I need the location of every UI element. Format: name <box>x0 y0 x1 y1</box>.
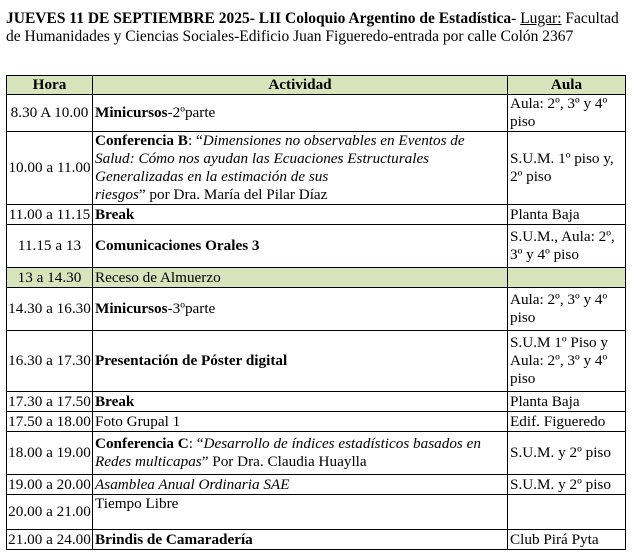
cell-hora: 11.00 a 11.15 <box>7 205 93 225</box>
cell-aula: S.U.M 1º Piso y Aula: 2º, 3º y 4º piso <box>508 331 626 392</box>
cell-aula: S.U.M. 1º piso y, 2º piso <box>508 132 626 205</box>
table-row <box>7 495 626 530</box>
cell-aula: S.U.M., Aula: 2º, 3º y 4º piso <box>508 225 626 268</box>
table-row <box>7 331 626 392</box>
table-row <box>7 475 626 495</box>
heading-separator: - <box>511 10 521 27</box>
table-row <box>7 288 626 331</box>
activity-speaker: ” por Dra. María del Pilar Díaz <box>138 186 328 203</box>
activity-title: Minicursos <box>95 104 168 121</box>
activity-text: Receso de Almuerzo <box>95 268 221 286</box>
cell-actividad <box>93 225 508 268</box>
header-actividad: Actividad <box>93 76 508 95</box>
cell-actividad <box>93 132 508 205</box>
cell-actividad <box>93 205 508 225</box>
table-row <box>7 225 626 268</box>
activity-lecture-title: Desarrollo de índices estadísticos basados en Redes multicapas <box>95 435 481 470</box>
cell-aula <box>508 495 626 530</box>
table-row <box>7 530 626 550</box>
activity-title: Conferencia B <box>95 132 188 149</box>
cell-aula: S.U.M. y 2º piso <box>508 432 626 475</box>
activity-title: Brindis de Camaradería <box>95 530 253 548</box>
cell-aula: Aula: 2º, 3º y 4º piso <box>508 288 626 331</box>
activity-title: Conferencia C <box>95 435 189 452</box>
cell-hora: 14.30 a 16.30 <box>7 288 93 331</box>
cell-hora: 8.30 A 10.00 <box>7 95 93 132</box>
activity-lecture-title: Dimensiones no observables en Eventos de Salud: Cómo nos ayudan las Ecuaciones Estructurales Generalizadas en la estimación de sus riesgos <box>95 132 465 203</box>
cell-hora: 20.00 a 21.00 <box>7 495 93 530</box>
table-row <box>7 132 626 205</box>
document-heading <box>6 10 628 46</box>
activity-text: Foto Grupal 1 <box>95 412 181 430</box>
activity-title: Break <box>95 392 135 410</box>
cell-actividad <box>93 412 508 432</box>
table-header-row <box>7 76 626 95</box>
cell-aula: Edif. Figueredo <box>508 412 626 432</box>
cell-aula: Club Pirá Pyta <box>508 530 626 550</box>
activity-text: Tiempo Libre <box>95 495 179 512</box>
schedule-table <box>6 75 626 550</box>
cell-hora: 19.00 a 20.00 <box>8 475 91 493</box>
header-hora: Hora <box>7 76 93 95</box>
heading-lugar-label: Lugar: <box>520 10 562 27</box>
activity-text: Asamblea Anual Ordinaria SAE <box>95 475 290 493</box>
table-row <box>7 268 626 288</box>
header-aula: Aula <box>508 76 626 95</box>
activity-suffix: -3ºparte <box>167 300 216 317</box>
cell-hora: 16.30 a 17.30 <box>7 331 93 392</box>
activity-title: Break <box>95 205 135 223</box>
cell-actividad <box>93 268 508 288</box>
cell-hora: 18.00 a 19.00 <box>7 432 93 475</box>
activity-sep: : “ <box>188 435 204 452</box>
cell-hora: 10.00 a 11.00 <box>7 132 93 205</box>
cell-aula: Planta Baja <box>508 205 626 225</box>
activity-speaker: ” Por Dra. Claudia Huaylla <box>201 453 367 470</box>
cell-aula: S.U.M. y 2º piso <box>508 475 626 495</box>
cell-aula: Planta Baja <box>508 392 626 412</box>
activity-title: Minicursos <box>95 300 168 317</box>
table-row <box>7 432 626 475</box>
table-row <box>7 205 626 225</box>
activity-suffix: -2ºparte <box>167 104 216 121</box>
table-row <box>7 392 626 412</box>
cell-aula <box>508 268 626 288</box>
cell-aula: Aula: 2º, 3º y 4º piso <box>508 95 626 132</box>
activity-title: Presentación de Póster digital <box>95 352 288 369</box>
cell-hora: 17.30 a 17.50 <box>8 392 91 410</box>
cell-actividad <box>93 95 508 132</box>
table-row <box>7 95 626 132</box>
cell-actividad <box>93 331 508 392</box>
cell-actividad <box>93 530 508 550</box>
cell-actividad <box>93 288 508 331</box>
activity-sep: : “ <box>187 132 203 149</box>
cell-actividad <box>93 475 508 495</box>
cell-actividad <box>93 495 508 530</box>
cell-hora: 21.00 a 24.00 <box>8 530 91 548</box>
cell-hora: 17.50 a 18.00 <box>8 412 91 430</box>
heading-title: JUEVES 11 DE SEPTIEMBRE 2025- LII Coloquio Argentino de Estadística <box>6 10 512 27</box>
cell-hora: 13 a 14.30 <box>7 268 93 288</box>
heading-venue: Facultad de Humanidades y Ciencias Sociales-Edificio Juan Figueredo-entrada por calle Colón 2367 <box>6 10 619 45</box>
table-row <box>7 412 626 432</box>
cell-hora: 11.15 a 13 <box>7 225 93 268</box>
activity-title: Comunicaciones Orales 3 <box>95 237 260 254</box>
cell-actividad <box>93 392 508 412</box>
cell-actividad <box>93 432 508 475</box>
